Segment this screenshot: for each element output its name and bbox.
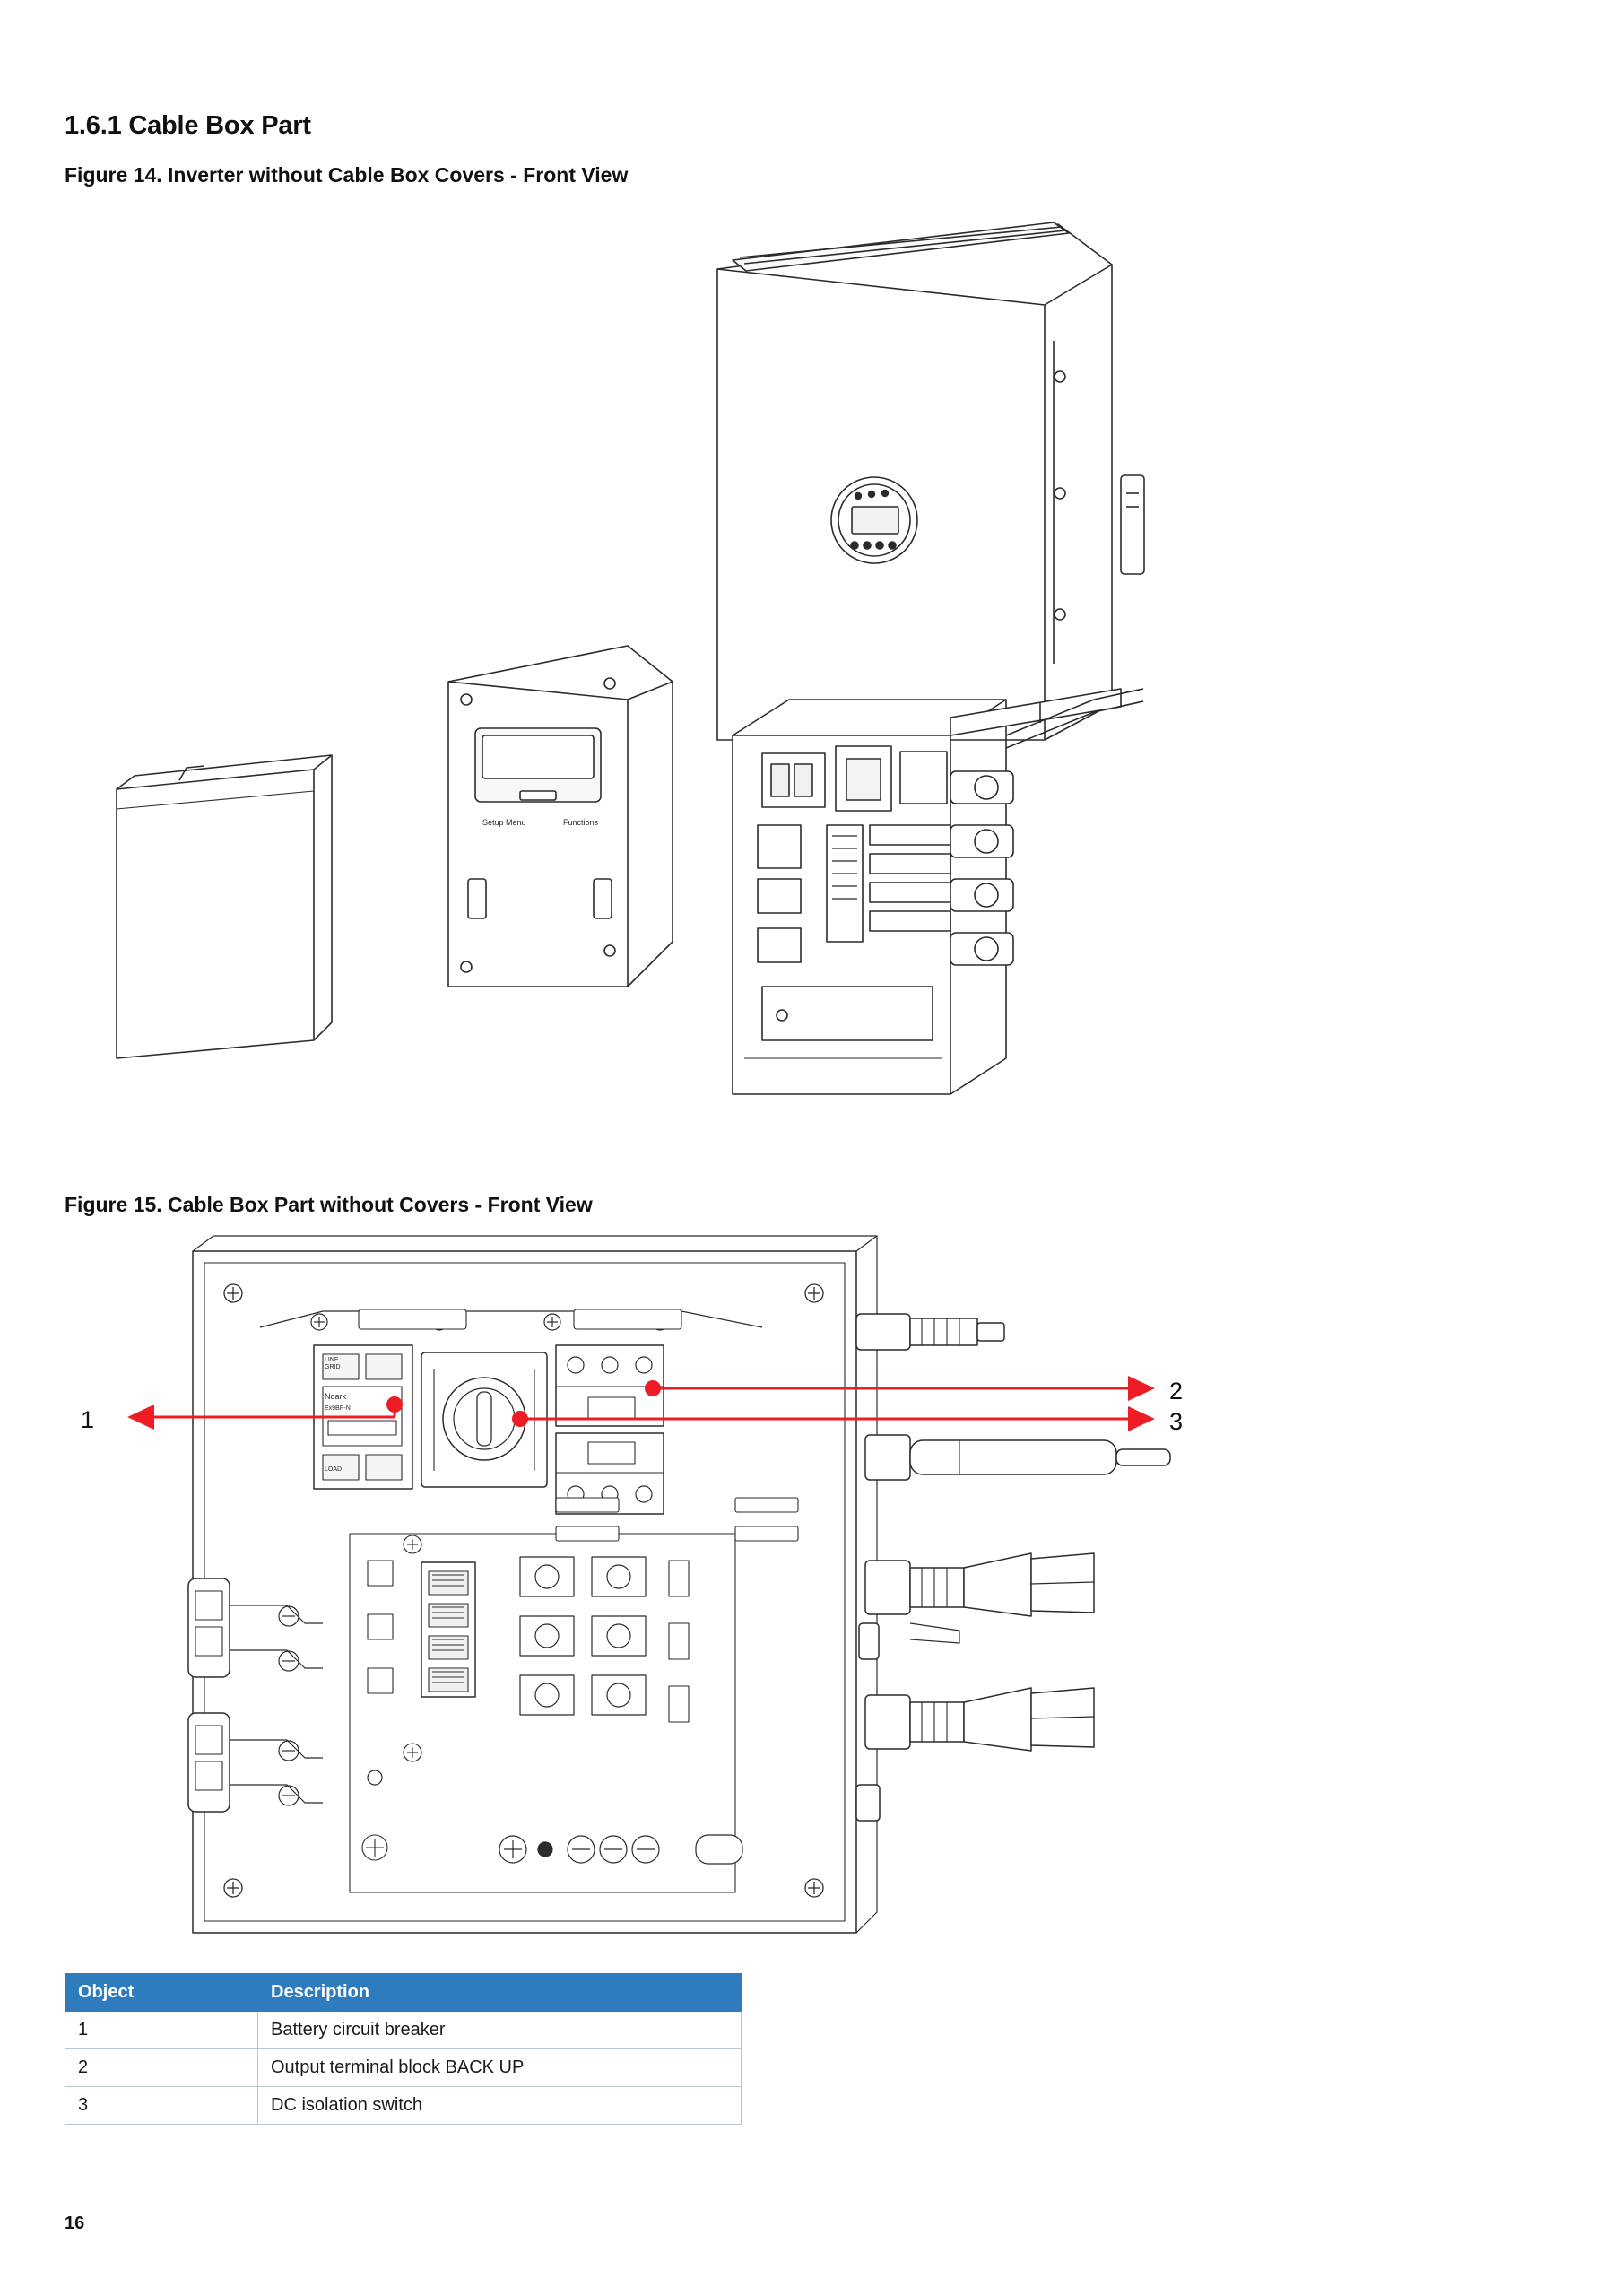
svg-text:Noark: Noark bbox=[325, 1392, 347, 1401]
svg-text:Setup Menu: Setup Menu bbox=[482, 818, 526, 827]
callout-number-1: 1 bbox=[81, 1406, 95, 1433]
table-header-row bbox=[65, 1974, 742, 2012]
svg-text:LINE: LINE bbox=[325, 1357, 339, 1363]
column-header-description: Description bbox=[258, 1974, 742, 2012]
table-row bbox=[65, 2087, 742, 2125]
cell-description: Battery circuit breaker bbox=[258, 2012, 742, 2049]
right-cable-glands bbox=[856, 1314, 1170, 1821]
page-title: 1.6.1 Cable Box Part bbox=[65, 111, 311, 141]
callout-number-2: 2 bbox=[1169, 1378, 1184, 1405]
cell-description: Output terminal block BACK UP bbox=[258, 2049, 742, 2087]
svg-text:GRID: GRID bbox=[325, 1364, 341, 1370]
cable-box-cover-panel bbox=[448, 646, 673, 987]
cell-object: 1 bbox=[65, 2012, 258, 2049]
cell-description: DC isolation switch bbox=[258, 2087, 742, 2125]
callout-number-3: 3 bbox=[1169, 1408, 1184, 1435]
inverter-main-body bbox=[717, 222, 1144, 740]
figure-14-caption: Figure 14. Inverter without Cable Box Covers - Front View bbox=[65, 163, 629, 187]
svg-text:Ex9BP-N: Ex9BP-N bbox=[325, 1405, 351, 1412]
figure-15-caption: Figure 15. Cable Box Part without Covers - Front View bbox=[65, 1193, 593, 1216]
table-row bbox=[65, 2012, 742, 2049]
column-header-object: Object bbox=[65, 1974, 258, 2012]
cell-object: 3 bbox=[65, 2087, 258, 2125]
table-row bbox=[65, 2049, 742, 2087]
cable-box-outer-cover bbox=[117, 755, 332, 1058]
svg-text:Functions: Functions bbox=[563, 818, 599, 827]
inverter-display-panel bbox=[831, 477, 917, 563]
internal-pcb-assembly bbox=[350, 1498, 798, 1892]
figure-15-image bbox=[54, 1229, 1569, 1964]
cell-object: 2 bbox=[65, 2049, 258, 2087]
object-description-table bbox=[65, 1973, 742, 2125]
svg-text:LOAD: LOAD bbox=[325, 1466, 343, 1473]
figure-14-image bbox=[54, 197, 1569, 1148]
page-number: 16 bbox=[65, 2213, 85, 2233]
